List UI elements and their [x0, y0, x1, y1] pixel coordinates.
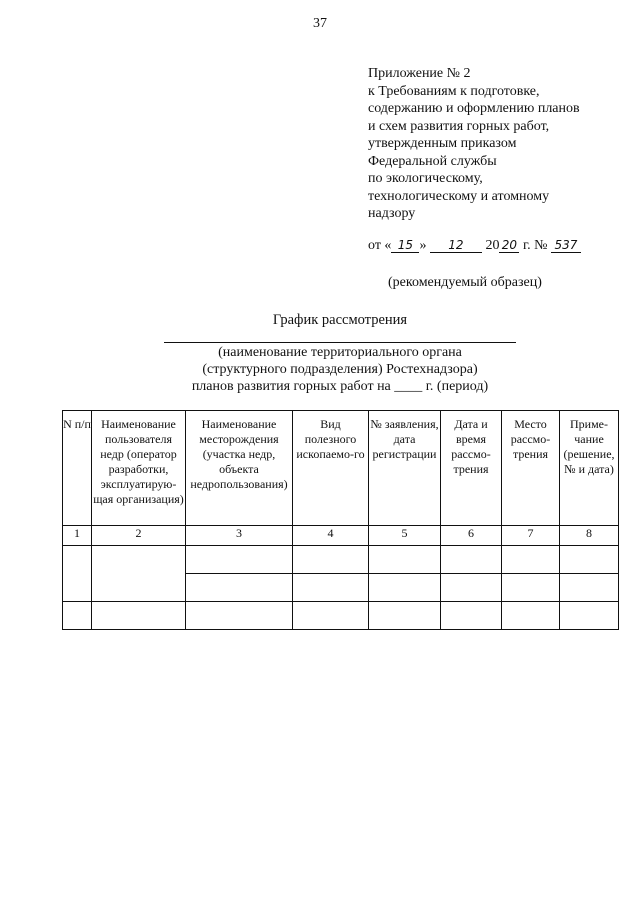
table-cell — [502, 602, 560, 630]
order-year-prefix: 20 — [485, 238, 500, 253]
annex-header — [368, 65, 628, 223]
table-cell — [186, 574, 293, 602]
table-row — [63, 602, 619, 630]
header-cell: № заявления, дата регистрации — [369, 411, 441, 526]
header-cell: Наименование пользователя недр (оператор разработки, эксплуатирую-щая организация) — [92, 411, 186, 526]
order-date-line — [368, 238, 581, 254]
caption-line: (наименование территориального органа — [218, 345, 462, 360]
annex-line: Приложение № 2 — [368, 66, 471, 81]
caption-line: (структурного подразделения) Ростехнадзора) — [202, 362, 478, 377]
annex-line: утвержденным приказом — [368, 136, 517, 151]
table-cell — [441, 546, 502, 574]
annex-line: Федеральной службы — [368, 153, 497, 169]
annex-line: по экологическому, — [368, 171, 483, 186]
column-number: 7 — [502, 526, 560, 546]
column-number-row — [63, 526, 619, 546]
column-number: 1 — [63, 526, 92, 546]
header-cell: Вид полезного ископаемо-го — [293, 411, 369, 526]
table-cell — [560, 574, 619, 602]
column-number: 8 — [560, 526, 619, 546]
header-cell: Наименование месторождения (участка недр, объекта недропользования) — [186, 411, 293, 526]
annex-line: технологическому и атомному — [368, 188, 550, 204]
sample-note: (рекомендуемый образец) — [388, 275, 542, 290]
order-day-suffix: » — [419, 238, 427, 253]
header-cell: N п/п — [63, 411, 92, 526]
table-cell — [560, 602, 619, 630]
table-cell — [369, 602, 441, 630]
annex-line: и схем развития горных работ, — [368, 118, 550, 134]
order-number: 537 — [551, 238, 581, 253]
table-cell — [293, 574, 369, 602]
caption-line: планов развития горных работ на ____ г. (период) — [191, 379, 489, 394]
column-number: 4 — [293, 526, 369, 546]
page-number: 37 — [313, 16, 327, 31]
table-cell — [560, 546, 619, 574]
annex-line: надзору — [368, 206, 416, 221]
table-cell — [92, 546, 186, 602]
annex-line: содержанию и оформлению планов — [368, 101, 580, 116]
table-cell — [502, 546, 560, 574]
annex-line: к Требованиям к подготовке, — [368, 83, 540, 99]
header-cell: Место рассмо-трения — [502, 411, 560, 526]
header-cell: Приме-чание (решение, № и дата) — [560, 411, 619, 526]
order-prefix: от « — [368, 238, 392, 253]
schedule-title: График рассмотрения — [272, 312, 408, 328]
order-day: 15 — [391, 238, 419, 253]
table-cell — [63, 602, 92, 630]
table-header-row — [63, 411, 619, 526]
order-month: 12 — [430, 238, 482, 253]
column-number: 6 — [441, 526, 502, 546]
table-cell — [293, 546, 369, 574]
table-cell — [293, 602, 369, 630]
column-number: 3 — [186, 526, 293, 546]
schedule-table — [62, 410, 619, 630]
authority-caption — [0, 344, 640, 395]
table-cell — [63, 546, 92, 602]
table-cell — [441, 574, 502, 602]
table-cell — [369, 546, 441, 574]
order-year-suffix: г. № — [519, 238, 551, 253]
order-year: 20 — [499, 238, 519, 253]
table-cell — [186, 602, 293, 630]
table-cell — [369, 574, 441, 602]
table-cell — [441, 602, 502, 630]
column-number: 5 — [369, 526, 441, 546]
authority-name-blank — [164, 342, 516, 343]
column-number: 2 — [92, 526, 186, 546]
header-cell: Дата и время рассмо-трения — [441, 411, 502, 526]
table-row — [63, 546, 619, 574]
table-cell — [186, 546, 293, 574]
table-cell — [92, 602, 186, 630]
table-cell — [502, 574, 560, 602]
